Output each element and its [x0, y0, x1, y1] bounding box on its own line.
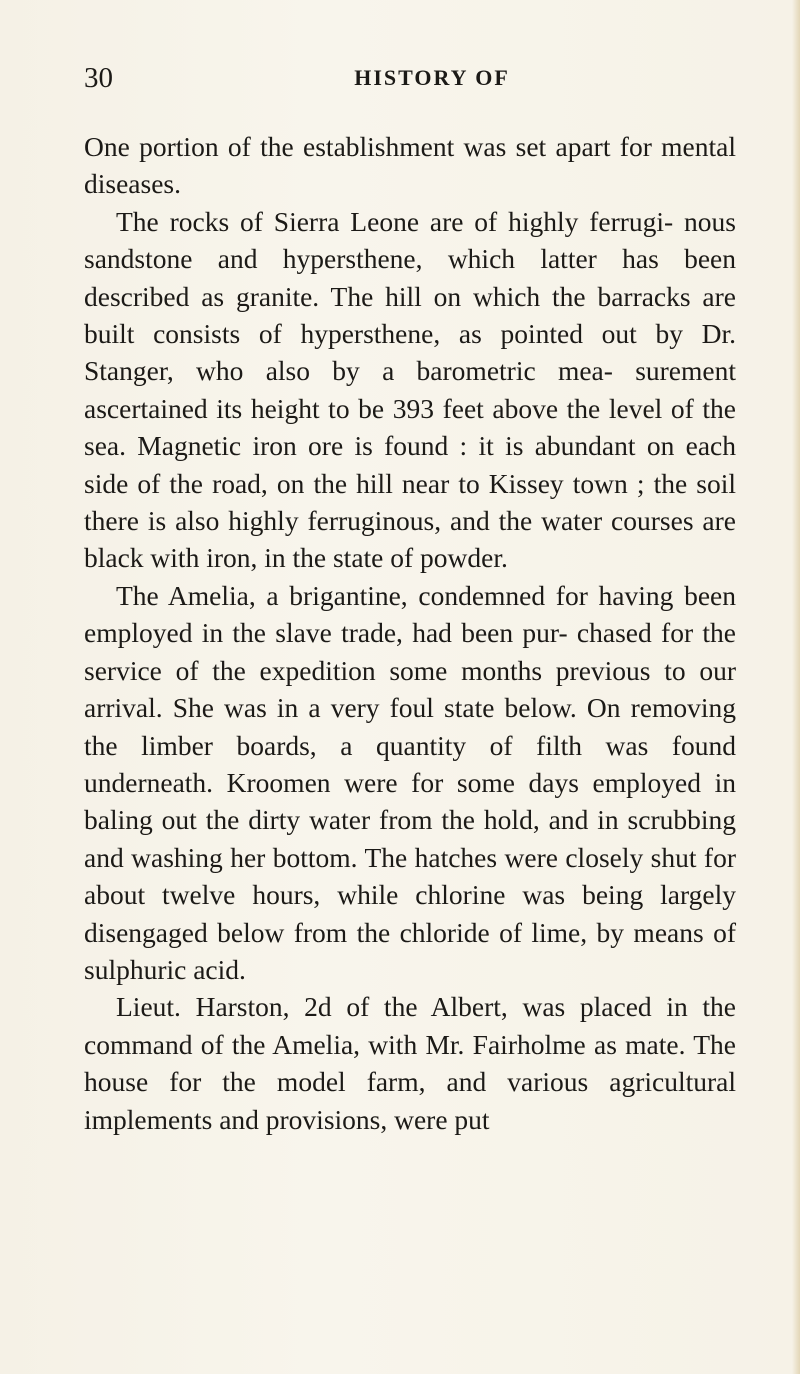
page-number: 30 [84, 62, 113, 94]
paragraph-4: Lieut. Harston, 2d of the Albert, was placed in the command of the Amelia, with Mr. Fairholme as mate. The house for the model farm, and various agricultural implements and provisions, were put [84, 991, 736, 1135]
page-header [84, 58, 740, 98]
paragraph-2: The rocks of Sierra Leone are of highly ferrugi- nous sandstone and hypersthene, which latter has been described as granite. The hill on which the barracks are built consists of hypersthene, as pointed out by Dr. Stanger, who also by a barometric mea- surement ascertained its height to be 393 feet above the level of the sea. Magnetic iron ore is found : it is abundant on each side of the road, on the hill near to Kissey town ; the soil there is also highly ferruginous, and the water courses are black with iron, in the state of powder. [84, 205, 736, 574]
body-text [84, 128, 736, 1138]
paragraph-1: One portion of the establishment was set apart for mental diseases. [84, 131, 736, 200]
running-head: HISTORY OF [354, 65, 510, 90]
paragraph-3: The Amelia, a brigantine, condemned for having been employed in the slave trade, had been pur- chased for the service of the expedition some months previous to our arrival. She was in a very foul state below. On removing the limber boards, a quantity of filth was found underneath. Kroomen were for some days employed in baling out the dirty water from the hold, and in scrubbing and washing her bottom. The hatches were closely shut for about twelve hours, while chlorine was being largely disengaged below from the chloride of lime, by means of sulphuric acid. [84, 579, 736, 985]
page-edge [792, 0, 800, 1374]
